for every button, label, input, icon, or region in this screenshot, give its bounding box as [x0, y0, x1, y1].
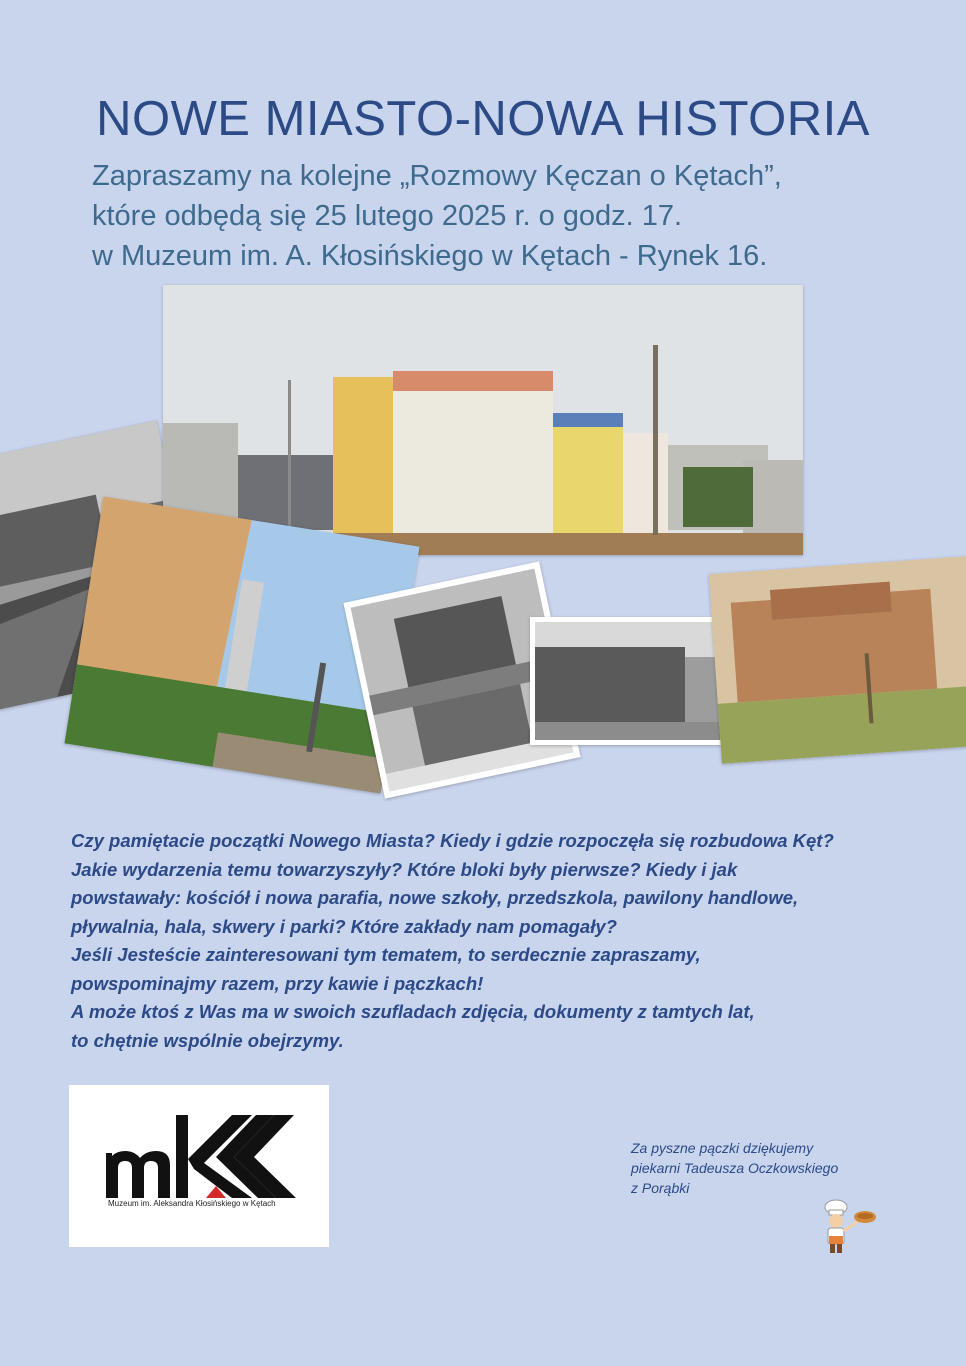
thanks-line: Za pyszne pączki dziękujemy	[631, 1140, 814, 1156]
description-line: Jakie wydarzenia temu towarzyszyły? Które bloki były pierwsze? Kiedy i jak	[71, 858, 738, 880]
description-text	[71, 827, 941, 1055]
photo-construction-site	[709, 556, 966, 764]
museum-logo-mark	[104, 1113, 299, 1203]
museum-logo-caption: Muzeum im. Aleksandra Kłosińskiego w Kętach	[108, 1199, 276, 1208]
photo-bw-building	[530, 617, 728, 745]
sponsor-thanks	[631, 1138, 931, 1198]
description-line: powspominajmy razem, przy kawie i pączkach!	[71, 972, 484, 994]
description-line: powstawały: kościół i nowa parafia, nowe szkoły, przedszkola, pawilony handlowe,	[71, 887, 799, 908]
description-line: to chętnie wspólnie obejrzymy.	[71, 1029, 344, 1051]
photo-apartment-blocks	[163, 285, 803, 555]
description-line: A może ktoś z Was ma w swoich szufladach zdjęcia, dokumenty z tamtych lat,	[71, 1001, 755, 1022]
museum-logo	[69, 1085, 329, 1247]
baker-icon	[816, 1198, 878, 1258]
invitation-text	[92, 156, 952, 276]
invitation-line: w Muzeum im. A. Kłosińskiego w Kętach - Rynek 16.	[92, 240, 768, 272]
invitation-line: Zapraszamy na kolejne „Rozmowy Kęczan o Kętach”,	[92, 160, 782, 192]
description-line: Jeśli Jesteście zainteresowani tym tematem, to serdecznie zapraszamy,	[71, 944, 701, 965]
description-line: pływalnia, hala, skwery i parki? Które zakłady nam pomagały?	[71, 915, 617, 937]
invitation-line: które odbędą się 25 lutego 2025 r. o godz. 17.	[92, 200, 683, 232]
thanks-line: z Porąbki	[631, 1180, 690, 1196]
poster-title: NOWE MIASTO-NOWA HISTORIA	[96, 91, 870, 146]
thanks-line: piekarni Tadeusza Oczkowskiego	[631, 1160, 839, 1176]
description-line: Czy pamiętacie początki Nowego Miasta? Kiedy i gdzie rozpoczęła się rozbudowa Kęt?	[71, 830, 834, 851]
